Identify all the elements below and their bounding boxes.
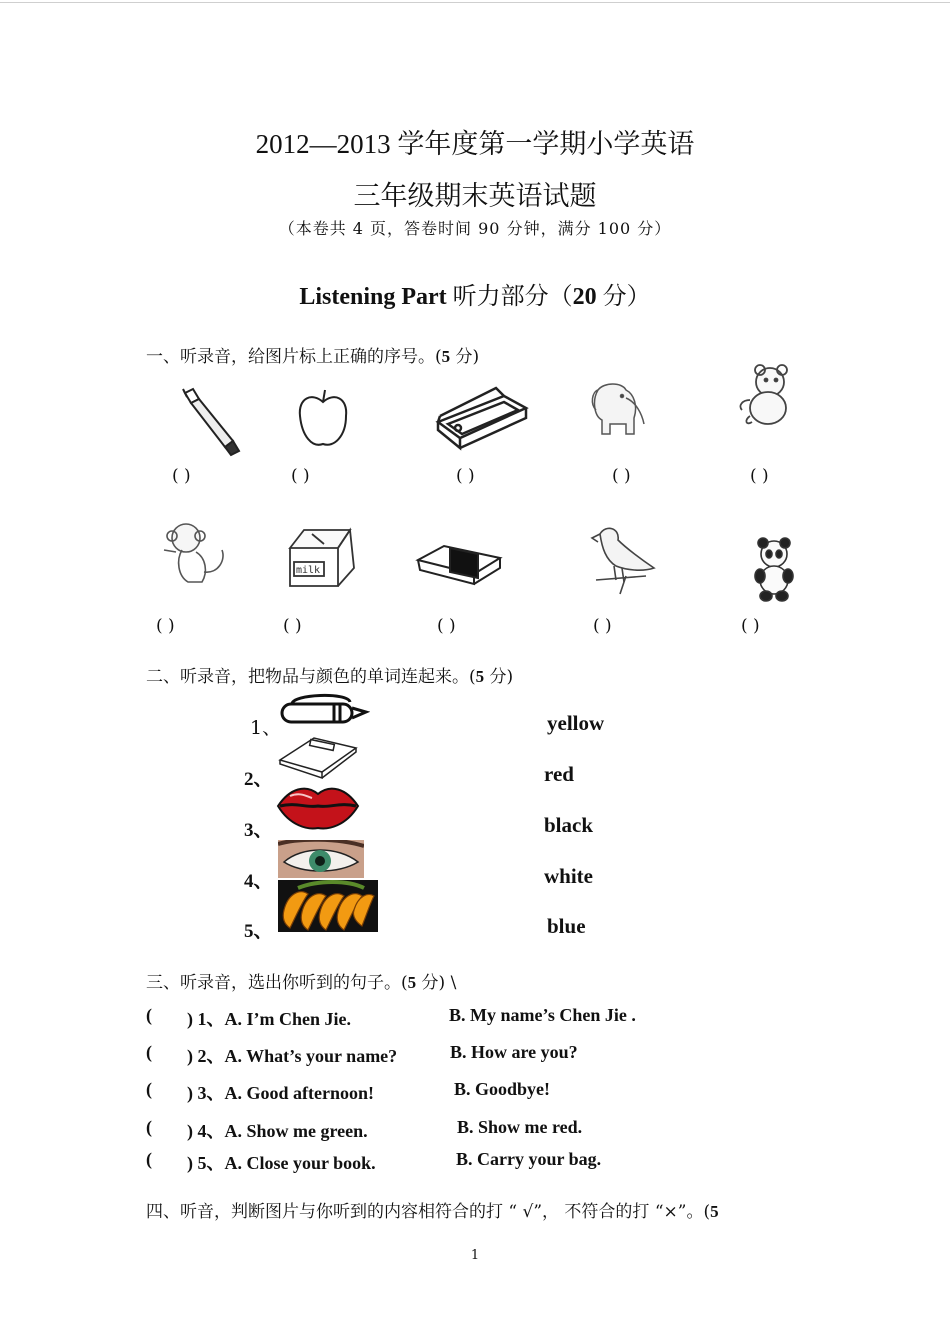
apple-icon: [294, 386, 352, 452]
section2-heading-text: 二、听录音，把物品与颜色的单词连起来。(: [146, 667, 476, 687]
lips-picture: [276, 782, 360, 830]
milk-label: milk: [296, 565, 321, 576]
section4-heading: [146, 1197, 719, 1222]
part-heading: [0, 276, 950, 311]
elephant-icon: [584, 376, 650, 442]
page-number: 1: [470, 1248, 480, 1263]
q2-option-b: B. How are you?: [450, 1042, 578, 1062]
answer-paren-2-4[interactable]: ( ): [593, 616, 612, 636]
answer-paren-2-2[interactable]: ( ): [283, 616, 302, 636]
q3-paren[interactable]: (: [146, 1079, 152, 1099]
section2-heading-tail: 分): [484, 667, 514, 687]
panda-icon: [744, 536, 804, 604]
color-word-3: black: [544, 813, 594, 837]
q5-option-b: B. Carry your bag.: [456, 1149, 602, 1169]
q1-option-a: ) 1、A. I’m Chen Jie.: [187, 1009, 351, 1029]
answer-paren-1-4[interactable]: ( ): [612, 466, 631, 486]
part-heading-en: Listening Part: [299, 284, 447, 310]
section1-heading: [146, 342, 479, 367]
answer-paren-2-1[interactable]: ( ): [156, 616, 175, 636]
color-word-2: red: [544, 762, 574, 786]
pen-picture: [278, 690, 370, 730]
section3-heading-text: 三、听录音，选出你听到的句子。(: [146, 973, 408, 993]
section1-heading-text: 一、听录音，给图片标上正确的序号。(: [146, 347, 442, 367]
bananas-picture: [278, 880, 378, 932]
answer-paren-1-1[interactable]: ( ): [172, 466, 191, 486]
item-number-5: 5、: [244, 921, 273, 942]
item-number-2: 2、: [244, 769, 273, 790]
exam-title: 2012—2013 学年度第一学期小学英语: [255, 129, 695, 159]
part-heading-cn: 听力部分（: [446, 284, 573, 310]
q1-option-b: B. My name’s Chen Jie .: [449, 1005, 636, 1025]
section2-score: 5: [475, 667, 485, 686]
notebook-picture: [278, 736, 358, 780]
section4-heading-text: 四、听音，判断图片与你听到的内容相符合的打 “ √”， 不符合的打 “×”。(: [146, 1202, 711, 1222]
bird-icon: [586, 520, 660, 600]
part-heading-tail: 分）: [596, 284, 651, 310]
eraser-icon: [414, 540, 504, 590]
q4-option-a: ) 4、A. Show me green.: [187, 1121, 368, 1141]
section3-score: 5: [407, 973, 417, 992]
q4-option-b: B. Show me red.: [457, 1117, 583, 1137]
pen-icon: [175, 385, 245, 460]
milk-carton-icon: [284, 524, 358, 590]
section4-score: 5: [710, 1202, 719, 1221]
section1-heading-tail: 分): [450, 347, 480, 367]
exam-subtitle: 三年级期末英语试题: [353, 181, 597, 211]
q5-option-a: ) 5、A. Close your book.: [187, 1153, 376, 1173]
color-word-5: blue: [547, 914, 586, 938]
q2-paren[interactable]: (: [146, 1042, 152, 1062]
answer-paren-2-3[interactable]: ( ): [437, 616, 456, 636]
answer-paren-1-3[interactable]: ( ): [456, 466, 475, 486]
pencil-box-icon: [434, 382, 530, 452]
monkey-icon: [156, 516, 234, 588]
section3-heading: [146, 968, 456, 993]
color-word-4: white: [544, 864, 593, 888]
q1-paren[interactable]: (: [146, 1005, 152, 1025]
exam-note: （本卷共 4 页，答卷时间 90 分钟，满分 100 分）: [278, 219, 672, 238]
answer-paren-2-5[interactable]: ( ): [741, 616, 760, 636]
section3-heading-tail: 分) \: [416, 973, 457, 993]
section1-score: 5: [441, 347, 451, 366]
q3-option-b: B. Goodbye!: [454, 1079, 551, 1099]
q5-paren[interactable]: (: [146, 1149, 152, 1169]
q3-option-a: ) 3、A. Good afternoon!: [187, 1083, 374, 1103]
q2-option-a: ) 2、A. What’s your name?: [187, 1046, 398, 1066]
eye-picture: [278, 840, 364, 878]
section2-heading: [146, 662, 513, 687]
part-heading-score: 20: [572, 284, 597, 310]
answer-paren-1-2[interactable]: ( ): [291, 466, 310, 486]
item-number-1: 1、: [250, 717, 282, 739]
top-border: [0, 2, 950, 3]
item-number-4: 4、: [244, 871, 273, 892]
color-word-1: yellow: [547, 711, 605, 735]
item-number-3: 3、: [244, 820, 273, 841]
q4-paren[interactable]: (: [146, 1117, 152, 1137]
teddy-bear-icon: [732, 364, 806, 430]
answer-paren-1-5[interactable]: ( ): [750, 466, 769, 486]
